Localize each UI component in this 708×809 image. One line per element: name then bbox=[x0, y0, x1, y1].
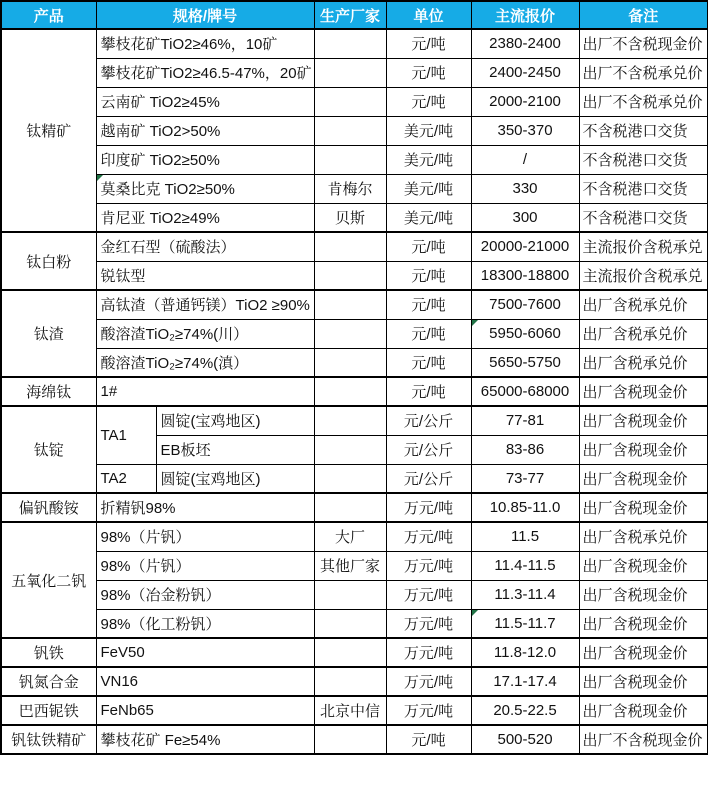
note-cell-text: 出厂不含税现金价 bbox=[582, 732, 703, 749]
price-cell-text: 500-520 bbox=[497, 731, 553, 748]
producer-cell bbox=[314, 667, 386, 696]
spec-cell bbox=[96, 261, 314, 290]
unit-cell bbox=[386, 522, 471, 551]
subspec-cell-text: 圆锭(宝鸡地区) bbox=[160, 413, 261, 431]
unit-cell-text: 万元/吨 bbox=[403, 558, 454, 575]
producer-cell-text: 肯梅尔 bbox=[327, 181, 373, 198]
price-cell bbox=[471, 638, 579, 667]
producer-cell bbox=[314, 290, 386, 319]
note-cell bbox=[579, 522, 708, 551]
product-cell-text: 钛精矿 bbox=[26, 123, 72, 140]
price-cell-text: 11.8-12.0 bbox=[493, 644, 557, 661]
note-cell-text: 出厂含税现金价 bbox=[582, 500, 688, 517]
price-cell-text: 73-77 bbox=[505, 469, 545, 487]
note-cell-text: 出厂含税承兑价 bbox=[582, 354, 688, 372]
table-row bbox=[1, 551, 708, 580]
spec-cell-text: 越南矿 TiO2>50% bbox=[100, 123, 221, 140]
note-cell-text: 出厂不含税承兑价 bbox=[582, 65, 703, 82]
spec-cell bbox=[96, 174, 314, 203]
note-cell bbox=[579, 348, 708, 377]
unit-cell bbox=[386, 348, 471, 377]
subspec-cell-text: EB板坯 bbox=[160, 442, 211, 459]
spec-cell-text: 98%（片钒） bbox=[100, 558, 191, 575]
note-cell-text: 出厂含税现金价 bbox=[582, 442, 688, 459]
producer-cell bbox=[314, 29, 386, 58]
table-body bbox=[1, 29, 708, 754]
spec-cell-text: FeV50 bbox=[100, 644, 145, 661]
note-cell-text: 出厂不含税现金价 bbox=[582, 36, 703, 54]
producer-cell bbox=[314, 696, 386, 725]
producer-cell bbox=[314, 551, 386, 580]
product-cell bbox=[1, 638, 96, 667]
spec-cell-text: 酸溶渣TiO₂≥74%(滇） bbox=[100, 354, 249, 372]
product-cell bbox=[1, 667, 96, 696]
price-cell bbox=[471, 551, 579, 580]
price-cell bbox=[471, 87, 579, 116]
unit-cell bbox=[386, 667, 471, 696]
note-cell bbox=[579, 116, 708, 145]
subspec-cell-text: 圆锭(宝鸡地区) bbox=[160, 470, 261, 488]
unit-cell bbox=[386, 725, 471, 754]
note-cell-text: 主流报价含税承兑 bbox=[582, 267, 703, 285]
comment-flag-icon bbox=[472, 610, 478, 616]
spec-cell bbox=[96, 725, 314, 754]
table-row bbox=[1, 493, 708, 522]
producer-cell bbox=[314, 580, 386, 609]
unit-cell bbox=[386, 319, 471, 348]
spec-cell-text: 印度矿 TiO2≥50% bbox=[100, 152, 220, 169]
note-cell-text: 不含税港口交货 bbox=[582, 152, 688, 169]
note-cell-text: 出厂含税现金价 bbox=[582, 615, 688, 633]
table-row bbox=[1, 29, 708, 58]
spec-cell bbox=[96, 116, 314, 145]
price-cell bbox=[471, 348, 579, 377]
producer-cell-text: 大厂 bbox=[335, 529, 366, 547]
note-cell-text: 出厂含税现金价 bbox=[582, 674, 688, 691]
spec-cell-text: 高钛渣（普通钙镁）TiO2 ≥90% bbox=[100, 297, 310, 315]
producer-cell-text: 贝斯 bbox=[335, 209, 366, 227]
grade-cell-text: TA2 bbox=[100, 469, 127, 487]
spec-cell bbox=[96, 377, 314, 406]
product-cell-text: 钛锭 bbox=[33, 442, 64, 459]
product-cell bbox=[1, 696, 96, 725]
unit-cell-text: 万元/吨 bbox=[403, 529, 454, 547]
spec-cell bbox=[96, 203, 314, 232]
producer-cell bbox=[314, 145, 386, 174]
spec-cell bbox=[96, 290, 314, 319]
price-cell bbox=[471, 696, 579, 725]
price-cell-text: 2400-2450 bbox=[489, 64, 561, 81]
price-cell-text: 17.1-17.4 bbox=[493, 673, 557, 690]
note-cell bbox=[579, 29, 708, 58]
unit-cell bbox=[386, 377, 471, 406]
table-row bbox=[1, 319, 708, 348]
spec-cell-text: 肯尼亚 TiO2≥49% bbox=[100, 209, 220, 227]
note-cell-text: 不含税港口交货 bbox=[582, 181, 688, 198]
header-cell-unit: 单位 bbox=[386, 1, 471, 29]
unit-cell bbox=[386, 116, 471, 145]
product-cell-text: 五氧化二钒 bbox=[11, 572, 87, 590]
producer-cell bbox=[314, 725, 386, 754]
price-cell-text: 300 bbox=[512, 208, 538, 226]
unit-cell bbox=[386, 87, 471, 116]
unit-cell-text: 元/吨 bbox=[411, 267, 446, 285]
note-cell bbox=[579, 696, 708, 725]
price-cell-text: 18300-18800 bbox=[480, 266, 570, 284]
grade-cell bbox=[96, 464, 156, 493]
note-cell bbox=[579, 145, 708, 174]
note-cell bbox=[579, 638, 708, 667]
price-cell bbox=[471, 435, 579, 464]
note-cell-text: 出厂含税现金价 bbox=[582, 587, 688, 604]
unit-cell-text: 美元/吨 bbox=[403, 181, 454, 198]
table-row bbox=[1, 290, 708, 319]
spec-cell-text: 酸溶渣TiO₂≥74%(川） bbox=[100, 326, 249, 343]
price-cell-text: 5650-5750 bbox=[489, 353, 561, 371]
note-cell bbox=[579, 58, 708, 87]
product-cell-text: 钒铁 bbox=[33, 645, 64, 662]
note-cell bbox=[579, 551, 708, 580]
table-row bbox=[1, 116, 708, 145]
price-cell bbox=[471, 377, 579, 406]
table-row bbox=[1, 522, 708, 551]
note-cell-text: 出厂含税承兑价 bbox=[582, 326, 688, 343]
table-row bbox=[1, 203, 708, 232]
spec-cell-text: 莫桑比克 TiO2≥50% bbox=[100, 181, 235, 198]
price-cell bbox=[471, 290, 579, 319]
price-cell-text: 65000-68000 bbox=[480, 383, 570, 400]
note-cell-text: 主流报价含税承兑 bbox=[582, 239, 703, 257]
subspec-cell bbox=[156, 435, 314, 464]
spec-cell-text: 金红石型（硫酸法） bbox=[100, 239, 236, 257]
note-cell bbox=[579, 609, 708, 638]
producer-cell bbox=[314, 464, 386, 493]
unit-cell bbox=[386, 145, 471, 174]
unit-cell bbox=[386, 435, 471, 464]
unit-cell bbox=[386, 406, 471, 435]
producer-cell bbox=[314, 348, 386, 377]
spec-cell bbox=[96, 319, 314, 348]
product-cell-text: 偏钒酸铵 bbox=[18, 500, 79, 517]
spec-cell-text: 折精钒98% bbox=[100, 500, 176, 517]
unit-cell-text: 元/吨 bbox=[411, 384, 446, 401]
price-cell bbox=[471, 725, 579, 754]
unit-cell-text: 万元/吨 bbox=[403, 500, 454, 517]
spec-cell-text: VN16 bbox=[100, 673, 139, 690]
price-cell bbox=[471, 464, 579, 493]
unit-cell bbox=[386, 58, 471, 87]
unit-cell-text: 元/吨 bbox=[411, 94, 446, 111]
note-cell bbox=[579, 667, 708, 696]
unit-cell-text: 美元/吨 bbox=[403, 209, 454, 227]
price-cell-text: 11.5-11.7 bbox=[494, 614, 556, 632]
comment-flag-icon bbox=[472, 320, 478, 326]
producer-cell-text: 其他厂家 bbox=[320, 558, 381, 575]
header-cell-product: 产品 bbox=[1, 1, 96, 29]
unit-cell-text: 万元/吨 bbox=[403, 674, 454, 691]
note-cell bbox=[579, 232, 708, 261]
unit-cell-text: 万元/吨 bbox=[403, 587, 454, 604]
producer-cell bbox=[314, 203, 386, 232]
product-cell-text: 巴西铌铁 bbox=[18, 703, 79, 720]
table-row bbox=[1, 580, 708, 609]
unit-cell-text: 元/公斤 bbox=[403, 442, 454, 459]
note-cell-text: 不含税港口交货 bbox=[582, 209, 688, 227]
table-row bbox=[1, 377, 708, 406]
product-cell bbox=[1, 725, 96, 754]
spec-cell bbox=[96, 551, 314, 580]
note-cell-text: 出厂含税现金价 bbox=[582, 413, 688, 431]
producer-cell bbox=[314, 232, 386, 261]
header-cell-price: 主流报价 bbox=[471, 1, 579, 29]
note-cell bbox=[579, 174, 708, 203]
product-cell bbox=[1, 522, 96, 638]
unit-cell bbox=[386, 232, 471, 261]
price-cell bbox=[471, 116, 579, 145]
product-cell-text: 海绵钛 bbox=[26, 384, 72, 401]
table-row bbox=[1, 667, 708, 696]
product-cell-text: 钒钛铁精矿 bbox=[11, 732, 87, 749]
price-cell bbox=[471, 609, 579, 638]
note-cell bbox=[579, 580, 708, 609]
spec-cell-text: 1# bbox=[100, 383, 118, 400]
price-cell bbox=[471, 319, 579, 348]
note-cell bbox=[579, 261, 708, 290]
producer-cell bbox=[314, 638, 386, 667]
unit-cell-text: 万元/吨 bbox=[403, 615, 454, 633]
price-cell bbox=[471, 58, 579, 87]
unit-cell bbox=[386, 203, 471, 232]
note-cell-text: 出厂含税承兑价 bbox=[582, 297, 688, 315]
unit-cell-text: 万元/吨 bbox=[403, 645, 454, 662]
spec-cell-text: 云南矿 TiO2≥45% bbox=[100, 94, 220, 111]
spec-cell-text: 攀枝花矿 Fe≥54% bbox=[100, 732, 221, 749]
unit-cell bbox=[386, 609, 471, 638]
note-cell bbox=[579, 319, 708, 348]
table-header bbox=[1, 1, 708, 29]
price-cell bbox=[471, 174, 579, 203]
note-cell bbox=[579, 464, 708, 493]
spec-cell bbox=[96, 29, 314, 58]
spec-cell bbox=[96, 58, 314, 87]
table-row bbox=[1, 638, 708, 667]
unit-cell-text: 元/吨 bbox=[411, 354, 446, 372]
note-cell bbox=[579, 290, 708, 319]
price-cell bbox=[471, 406, 579, 435]
unit-cell-text: 元/吨 bbox=[411, 297, 446, 315]
table-row bbox=[1, 261, 708, 290]
table-row bbox=[1, 232, 708, 261]
product-cell bbox=[1, 232, 96, 290]
spec-cell-text: 98%（片钒） bbox=[100, 529, 191, 547]
price-cell bbox=[471, 203, 579, 232]
table-row bbox=[1, 725, 708, 754]
table-row bbox=[1, 174, 708, 203]
producer-cell bbox=[314, 493, 386, 522]
spec-cell-text: 锐钛型 bbox=[100, 267, 146, 285]
unit-cell bbox=[386, 29, 471, 58]
price-cell-text: 2380-2400 bbox=[489, 35, 561, 53]
price-cell-text: 20.5-22.5 bbox=[493, 702, 557, 719]
producer-cell bbox=[314, 87, 386, 116]
producer-cell bbox=[314, 377, 386, 406]
product-cell bbox=[1, 290, 96, 377]
price-cell bbox=[471, 580, 579, 609]
table-row bbox=[1, 145, 708, 174]
note-cell-text: 出厂含税承兑价 bbox=[582, 529, 688, 547]
grade-cell-text: TA1 bbox=[100, 426, 127, 444]
spec-cell bbox=[96, 609, 314, 638]
table-row bbox=[1, 464, 708, 493]
table-row bbox=[1, 348, 708, 377]
unit-cell-text: 元/吨 bbox=[411, 732, 446, 749]
unit-cell bbox=[386, 638, 471, 667]
table-row bbox=[1, 87, 708, 116]
note-cell-text: 出厂含税现金价 bbox=[582, 703, 688, 720]
unit-cell-text: 元/公斤 bbox=[403, 413, 454, 431]
note-cell-text: 出厂不含税承兑价 bbox=[582, 94, 703, 111]
product-cell bbox=[1, 377, 96, 406]
unit-cell bbox=[386, 580, 471, 609]
producer-cell bbox=[314, 435, 386, 464]
unit-cell bbox=[386, 464, 471, 493]
header-cell-spec: 规格/牌号 bbox=[96, 1, 314, 29]
subspec-cell bbox=[156, 464, 314, 493]
header-cell-producer: 生产厂家 bbox=[314, 1, 386, 29]
producer-cell bbox=[314, 58, 386, 87]
note-cell bbox=[579, 725, 708, 754]
price-cell-text: 2000-2100 bbox=[489, 93, 561, 110]
price-cell-text: 20000-21000 bbox=[480, 238, 570, 256]
unit-cell bbox=[386, 261, 471, 290]
note-cell bbox=[579, 406, 708, 435]
note-cell-text: 不含税港口交货 bbox=[582, 123, 688, 140]
spec-cell-text: FeNb65 bbox=[100, 702, 154, 719]
producer-cell-text: 北京中信 bbox=[320, 703, 381, 720]
unit-cell bbox=[386, 696, 471, 725]
note-cell bbox=[579, 377, 708, 406]
price-cell bbox=[471, 145, 579, 174]
unit-cell-text: 万元/吨 bbox=[403, 703, 454, 720]
spec-cell-text: 98%（冶金粉钒） bbox=[100, 587, 221, 604]
unit-cell-text: 元/吨 bbox=[411, 36, 446, 54]
unit-cell-text: 元/吨 bbox=[411, 239, 446, 257]
unit-cell bbox=[386, 174, 471, 203]
table-row bbox=[1, 58, 708, 87]
note-cell bbox=[579, 203, 708, 232]
unit-cell bbox=[386, 551, 471, 580]
note-cell bbox=[579, 493, 708, 522]
header-row bbox=[1, 1, 708, 29]
product-cell bbox=[1, 493, 96, 522]
spec-cell bbox=[96, 348, 314, 377]
price-cell-text: 10.85-11.0 bbox=[489, 499, 561, 516]
spec-cell bbox=[96, 145, 314, 174]
note-cell bbox=[579, 87, 708, 116]
spec-cell bbox=[96, 667, 314, 696]
producer-cell bbox=[314, 522, 386, 551]
product-cell bbox=[1, 406, 96, 493]
subspec-cell bbox=[156, 406, 314, 435]
price-cell-text: 11.5 bbox=[510, 528, 540, 546]
spec-cell-text: 攀枝花矿TiO2≥46%，10矿 bbox=[100, 36, 278, 54]
price-cell-text: 330 bbox=[512, 180, 538, 197]
producer-cell bbox=[314, 406, 386, 435]
producer-cell bbox=[314, 261, 386, 290]
price-cell-text: 77-81 bbox=[505, 412, 545, 430]
note-cell-text: 出厂含税现金价 bbox=[582, 470, 688, 488]
price-cell-text: 83-86 bbox=[505, 441, 545, 458]
note-cell bbox=[579, 435, 708, 464]
note-cell-text: 出厂含税现金价 bbox=[582, 558, 688, 575]
price-cell-text: 11.4-11.5 bbox=[494, 557, 556, 574]
product-cell-text: 钛渣 bbox=[33, 326, 64, 343]
price-cell-text: 11.3-11.4 bbox=[494, 586, 556, 603]
price-cell-text: 350-370 bbox=[497, 122, 553, 139]
unit-cell bbox=[386, 290, 471, 319]
producer-cell bbox=[314, 116, 386, 145]
header-cell-note: 备注 bbox=[579, 1, 708, 29]
producer-cell bbox=[314, 609, 386, 638]
spec-cell-text: 攀枝花矿TiO2≥46.5-47%，20矿 bbox=[100, 65, 312, 82]
spec-cell bbox=[96, 87, 314, 116]
spec-cell bbox=[96, 696, 314, 725]
price-cell-text: / bbox=[522, 151, 528, 168]
table-row bbox=[1, 406, 708, 435]
price-cell bbox=[471, 232, 579, 261]
price-cell bbox=[471, 522, 579, 551]
unit-cell-text: 美元/吨 bbox=[403, 152, 454, 169]
unit-cell-text: 元/吨 bbox=[411, 326, 446, 343]
unit-cell-text: 美元/吨 bbox=[403, 123, 454, 140]
unit-cell bbox=[386, 493, 471, 522]
price-cell bbox=[471, 29, 579, 58]
price-cell bbox=[471, 493, 579, 522]
table-row bbox=[1, 696, 708, 725]
producer-cell bbox=[314, 319, 386, 348]
spec-cell bbox=[96, 493, 314, 522]
unit-cell-text: 元/吨 bbox=[411, 65, 446, 82]
note-cell-text: 出厂含税现金价 bbox=[582, 645, 688, 662]
unit-cell-text: 元/公斤 bbox=[403, 470, 454, 488]
comment-flag-icon bbox=[97, 175, 103, 181]
spec-cell-text: 98%（化工粉钒） bbox=[100, 615, 221, 633]
grade-cell bbox=[96, 406, 156, 464]
price-cell bbox=[471, 667, 579, 696]
spec-cell bbox=[96, 638, 314, 667]
table-row bbox=[1, 609, 708, 638]
product-cell-text: 钒氮合金 bbox=[18, 674, 79, 691]
price-cell-text: 5950-6060 bbox=[489, 325, 561, 342]
spec-cell bbox=[96, 580, 314, 609]
producer-cell bbox=[314, 174, 386, 203]
product-cell bbox=[1, 29, 96, 232]
price-cell bbox=[471, 261, 579, 290]
note-cell-text: 出厂含税现金价 bbox=[582, 384, 688, 401]
price-cell-text: 7500-7600 bbox=[489, 296, 561, 314]
spec-cell bbox=[96, 232, 314, 261]
product-cell-text: 钛白粉 bbox=[26, 253, 72, 271]
spec-cell bbox=[96, 522, 314, 551]
